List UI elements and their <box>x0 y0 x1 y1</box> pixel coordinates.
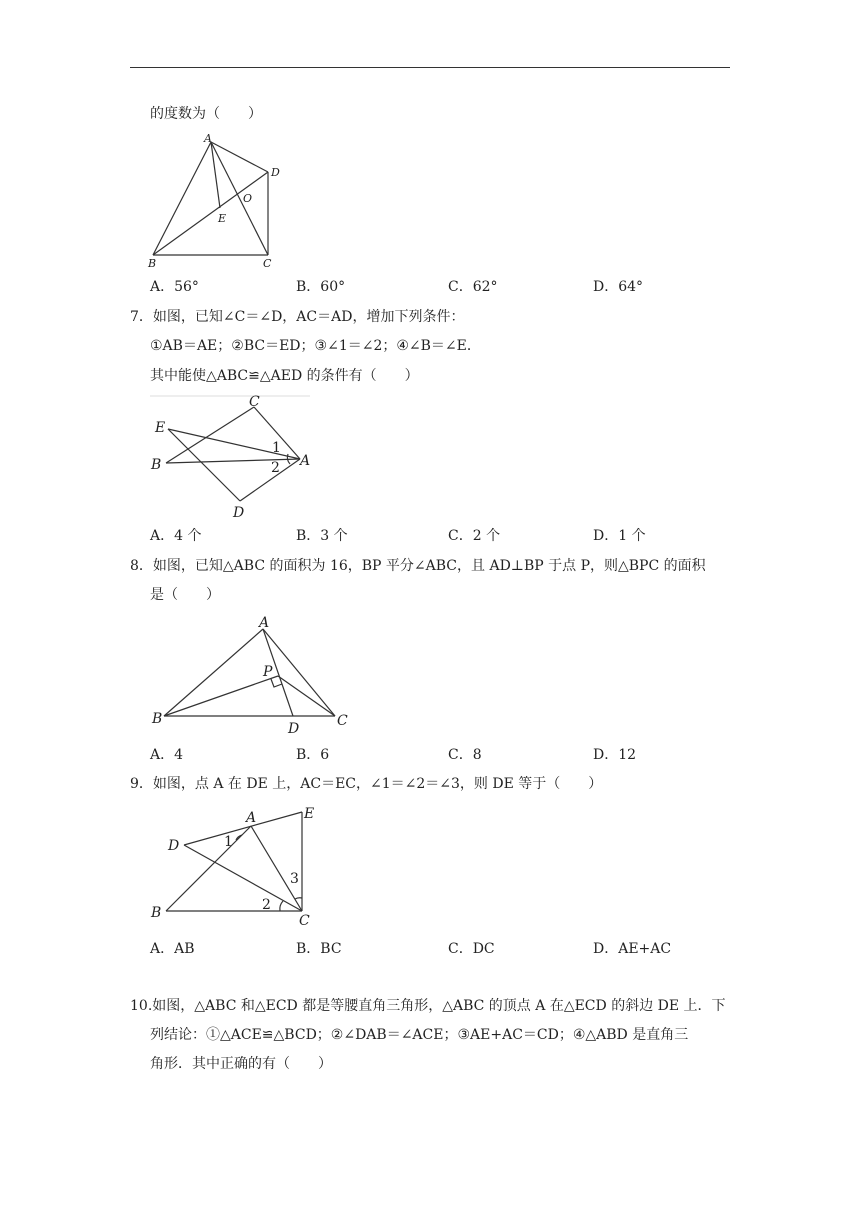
q8-option-b: B．6 <box>296 747 330 763</box>
q6-tail-text: 的度数为（ ） <box>150 106 262 122</box>
q8-option-a: A．4 <box>150 747 184 763</box>
q7-option-b: B．3 个 <box>296 528 348 544</box>
q9-label-2: 2 <box>262 897 271 913</box>
q7-stem-line2: ①AB＝AE；②BC＝ED；③∠1＝∠2；④∠B＝∠E． <box>150 338 481 354</box>
q6-option-d: D．64° <box>593 279 644 295</box>
q8-stem-line1: 8．如图，已知△ABC 的面积为 16，BP 平分∠ABC，且 AD⊥BP 于点 P，则△BPC 的面积 <box>130 558 706 574</box>
q6-label-d: D <box>271 166 280 179</box>
q7-label-e: E <box>155 420 166 436</box>
q8-option-d: D．12 <box>593 747 637 763</box>
q7-figure <box>148 392 318 522</box>
q9-label-b: B <box>151 905 162 921</box>
header-rule <box>130 67 730 68</box>
q9-label-1: 1 <box>224 834 233 850</box>
q6-label-a: A <box>204 132 212 145</box>
q9-label-a: A <box>246 810 257 826</box>
q9-label-3: 3 <box>290 871 299 887</box>
q6-figure <box>140 130 290 275</box>
q8-stem-line2: 是（ ） <box>150 587 220 603</box>
q6-label-o: O <box>243 192 253 205</box>
q9-label-d: D <box>168 838 180 854</box>
q8-label-d: D <box>288 721 300 737</box>
q7-label-b: B <box>151 457 162 473</box>
q8-option-c: C．8 <box>448 747 482 763</box>
q9-figure <box>148 800 328 930</box>
q6-option-b: B．60° <box>296 279 346 295</box>
q9-option-a: A．AB <box>150 941 195 957</box>
q6-label-e: E <box>218 212 227 225</box>
q7-option-d: D．1 个 <box>593 528 646 544</box>
q9-option-c: C．DC <box>448 941 495 957</box>
q6-label-b: B <box>148 257 157 270</box>
q7-option-a: A．4 个 <box>150 528 202 544</box>
q8-figure <box>148 612 358 740</box>
q7-label-a: A <box>300 453 311 469</box>
q10-stem-line2: 列结论：①△ACE≌△BCD；②∠DAB＝∠ACE；③AE+AC＝CD；④△ABD 是直角三 <box>150 1027 689 1043</box>
q7-option-c: C．2 个 <box>448 528 501 544</box>
q7-label-c: C <box>249 394 260 410</box>
q8-label-p: P <box>263 664 273 680</box>
q9-stem-line1: 9．如图，点 A 在 DE 上，AC＝EC，∠1＝∠2＝∠3，则 DE 等于（ ） <box>130 776 603 792</box>
q7-label-d: D <box>233 505 245 521</box>
q6-option-a: A．56° <box>150 279 199 295</box>
q7-label-1: 1 <box>272 440 281 456</box>
q10-stem-line3: 角形．其中正确的有（ ） <box>150 1056 332 1072</box>
q8-label-b: B <box>152 711 163 727</box>
q9-label-c: C <box>299 913 310 929</box>
q9-option-b: B．BC <box>296 941 342 957</box>
q7-label-2: 2 <box>271 460 280 476</box>
q8-label-c: C <box>337 713 348 729</box>
q9-option-d: D．AE+AC <box>593 941 672 957</box>
q8-label-a: A <box>259 615 270 631</box>
q7-stem-line3: 其中能使△ABC≌△AED 的条件有（ ） <box>150 368 419 384</box>
q6-label-c: C <box>263 257 272 270</box>
q9-label-e: E <box>304 806 315 822</box>
q6-option-c: C．62° <box>448 279 498 295</box>
q7-stem-line1: 7．如图，已知∠C＝∠D，AC＝AD，增加下列条件： <box>130 309 465 325</box>
q10-stem-line1: 10.如图，△ABC 和△ECD 都是等腰直角三角形，△ABC 的顶点 A 在△ECD 的斜边 DE 上．下 <box>130 998 726 1014</box>
